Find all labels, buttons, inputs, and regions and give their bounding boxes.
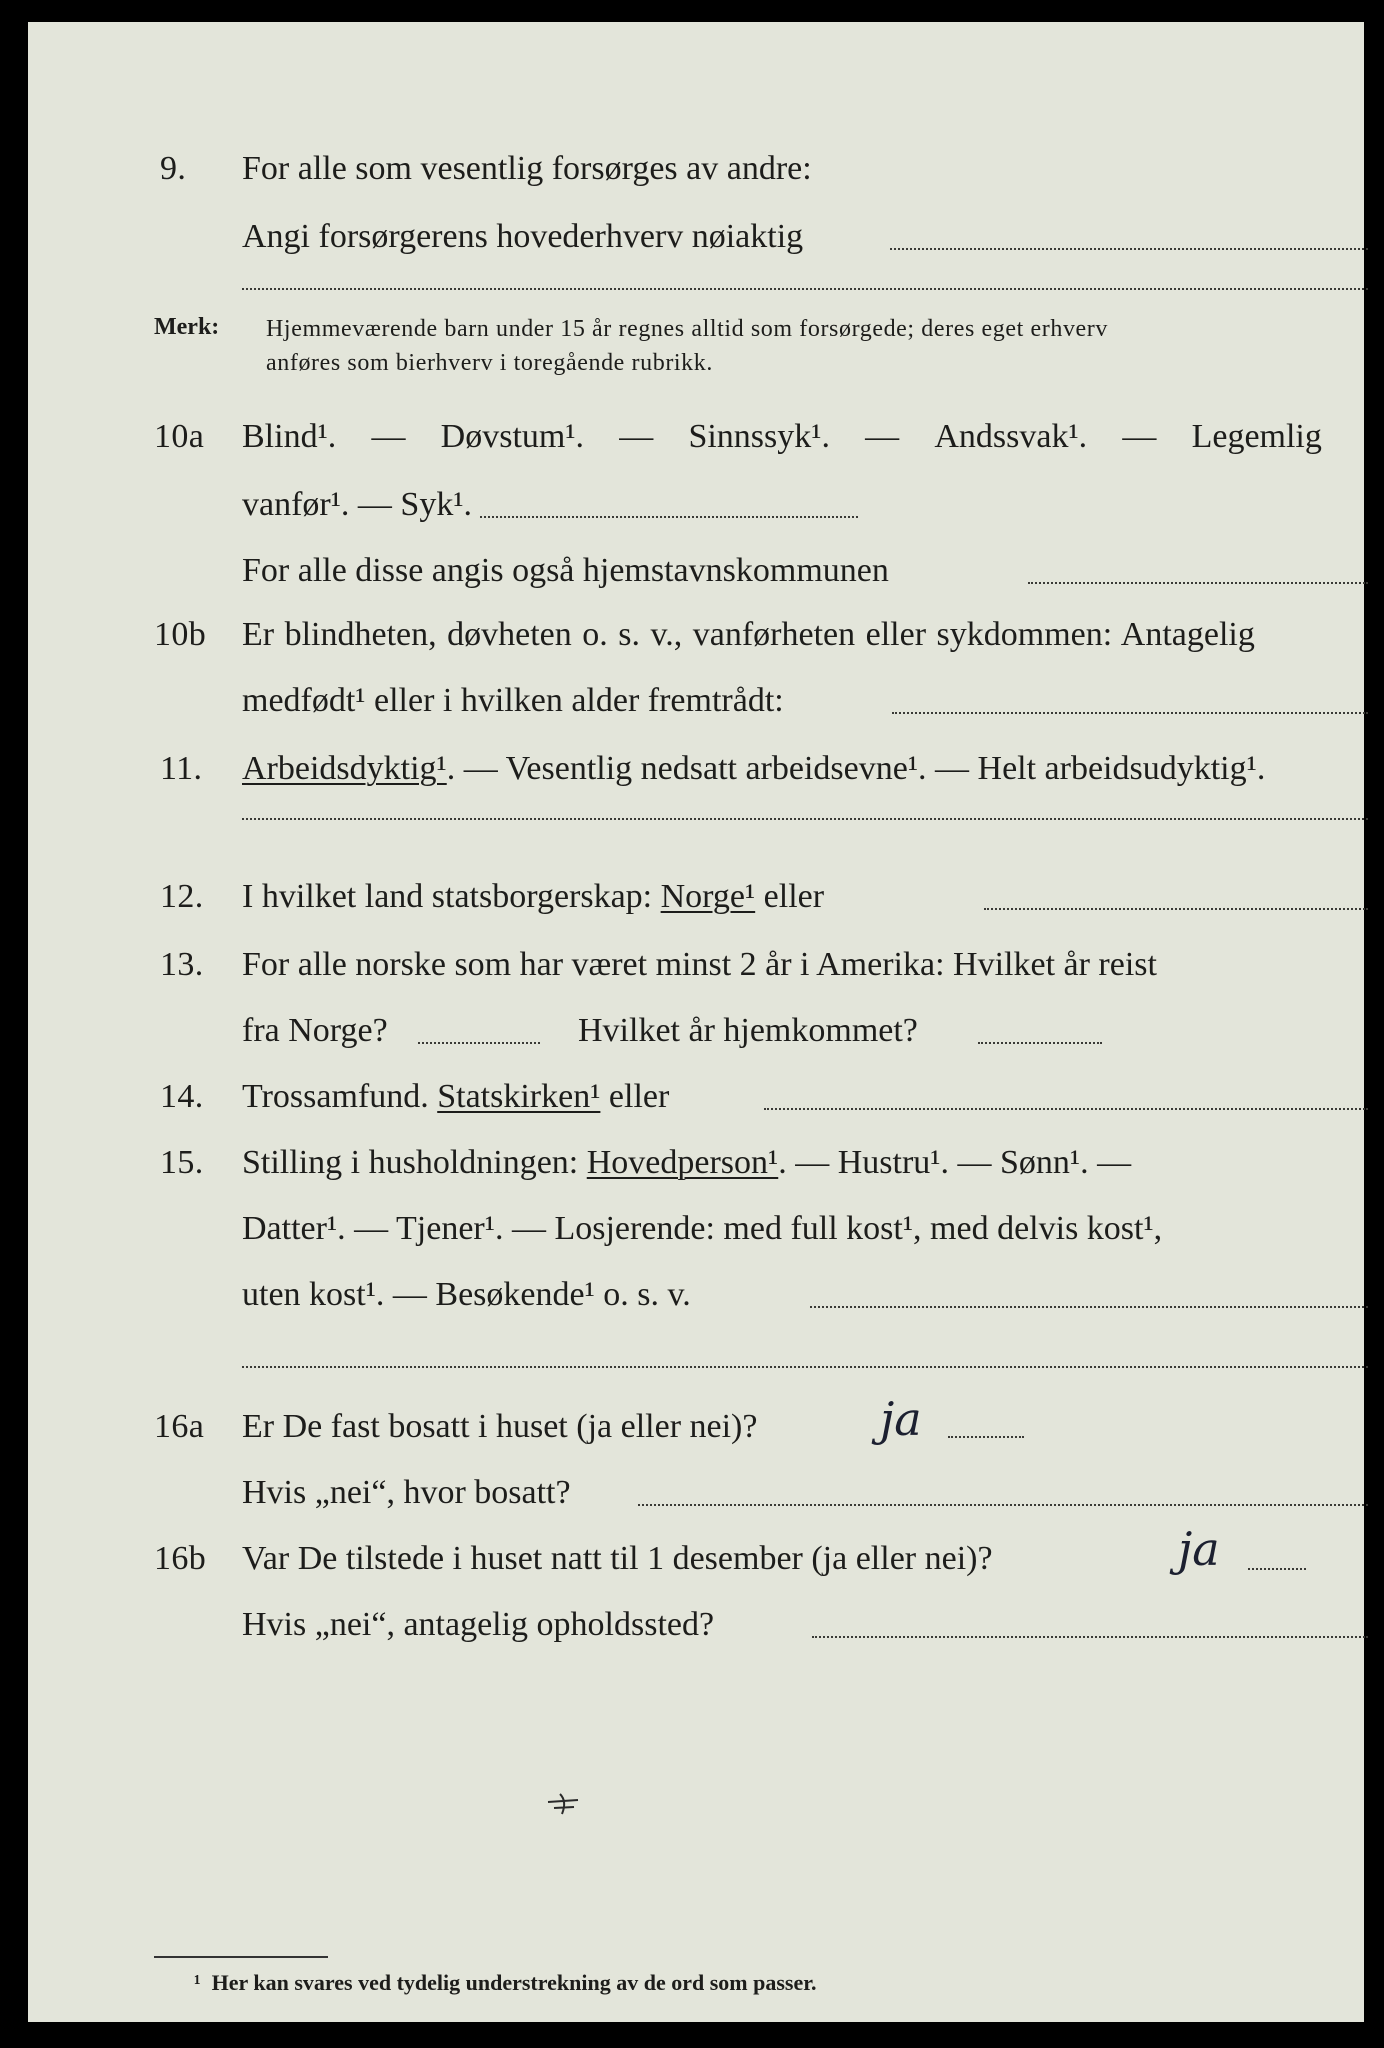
q10a-line2: vanfør¹. — Syk¹.: [242, 486, 473, 523]
q16a-line1: Er De fast bosatt i huset (ja eller nei)?: [242, 1408, 758, 1445]
q10a-line3: For alle disse angis også hjemstavnskommunen: [242, 552, 889, 589]
q10a-dash-2: —: [619, 418, 654, 455]
q10a-dash-1: —: [371, 418, 406, 455]
q10a-answer-line-2: [1028, 582, 1368, 584]
q16b-number: 16b: [154, 1540, 207, 1577]
q13-line1: For alle norske som har været minst 2 år i Amerika: Hvilket år reist: [242, 946, 1157, 983]
merk-label: Merk:: [154, 314, 220, 340]
q16a-line2: Hvis „nei“, hvor bosatt?: [242, 1474, 571, 1511]
q15-post: . — Hustru¹. — Sønn¹. —: [778, 1144, 1132, 1181]
q12-option-norge-underlined: Norge¹: [660, 878, 756, 915]
merk-line2: anføres som bierhverv i toregående rubrikk.: [266, 350, 713, 376]
q15-line2: Datter¹. — Tjener¹. — Losjerende: med full kost¹, med delvis kost¹,: [242, 1210, 1163, 1247]
q9-line2: Angi forsørgerens hovederhverv nøiaktig: [242, 218, 804, 255]
q15-option-hovedperson-underlined: Hovedperson¹: [586, 1144, 779, 1181]
q10a-word-sinnssyk: Sinnssyk¹.: [688, 418, 830, 455]
q11-line: [242, 750, 1265, 788]
footnote: [194, 1970, 816, 1996]
q16b-answer-line: [1248, 1568, 1306, 1570]
q10a-dash-3: —: [865, 418, 900, 455]
q16b-handwritten-answer: ja: [1178, 1522, 1220, 1576]
q11-number: 11.: [160, 750, 203, 787]
ink-mark-icon: [544, 1788, 584, 1818]
q16b-line1: Var De tilstede i huset natt til 1 desember (ja eller nei)?: [242, 1540, 993, 1577]
q13-answer-line-2: [978, 1042, 1102, 1044]
q10a-word-andssvak: Andssvak¹.: [934, 418, 1088, 455]
q16a-followup-line: [638, 1504, 1368, 1506]
q11-extra-line: [242, 818, 1368, 820]
q13-number: 13.: [160, 946, 204, 983]
q10a-word-dovstum: Døvstum¹.: [440, 418, 585, 455]
q9-line1: For alle som vesentlig forsørges av andre:: [242, 150, 812, 187]
footnote-mark: ¹: [194, 1970, 201, 1995]
q10a-word-legemlig: Legemlig: [1191, 418, 1322, 455]
q15-answer-line: [810, 1306, 1368, 1308]
q14-line: [242, 1078, 669, 1116]
q14-number: 14.: [160, 1078, 204, 1115]
q15-line1: [242, 1144, 1131, 1182]
q9-extra-line: [242, 288, 1368, 290]
q12-post: eller: [755, 878, 825, 915]
footnote-rule: [154, 1956, 328, 1958]
q11-option-arbeidsdyktig-underlined: Arbeidsdyktig¹: [242, 750, 447, 787]
q10b-line2: medfødt¹ eller i hvilken alder fremtrådt:: [242, 682, 784, 719]
q9-number: 9.: [160, 150, 187, 187]
q14-post: eller: [600, 1078, 670, 1115]
q11-rest: . — Vesentlig nedsatt arbeidsevne¹. — Helt arbeidsudyktig¹.: [446, 750, 1266, 787]
q16b-followup-line: [812, 1636, 1368, 1638]
q16a-handwritten-answer: ja: [880, 1392, 922, 1446]
q16a-number: 16a: [154, 1408, 205, 1445]
q12-line: [242, 878, 824, 916]
q14-option-statskirken-underlined: Statskirken¹: [437, 1078, 601, 1115]
q10b-number: 10b: [154, 616, 207, 653]
q14-pre: Trossamfund.: [242, 1078, 438, 1115]
q10a-number: 10a: [154, 418, 205, 455]
q10a-line1: [242, 418, 1322, 456]
q16b-line2: Hvis „nei“, antagelig opholdssted?: [242, 1606, 715, 1643]
q10b-answer-line: [892, 712, 1368, 714]
q13-answer-line-1: [418, 1042, 540, 1044]
q10a-word-blind: Blind¹.: [242, 418, 337, 455]
q15-number: 15.: [160, 1144, 204, 1181]
q15-line3: uten kost¹. — Besøkende¹ o. s. v.: [242, 1276, 691, 1313]
census-form-sheet: [28, 22, 1364, 2022]
q14-answer-line: [764, 1108, 1368, 1110]
q12-answer-line: [984, 908, 1368, 910]
merk-line1: Hjemmeværende barn under 15 år regnes alltid som forsørgede; deres eget erhverv: [266, 316, 1109, 342]
q13-line2a: fra Norge?: [242, 1012, 388, 1049]
footnote-text: Her kan svares ved tydelig understrekning av de ord som passer.: [211, 1970, 817, 1995]
q15-extra-line: [242, 1366, 1368, 1368]
q10a-answer-line-1: [480, 516, 858, 518]
q10b-line1: Er blindheten, døvheten o. s. v., vanførheten eller sykdommen: Antagelig: [242, 616, 1255, 653]
q12-number: 12.: [160, 878, 204, 915]
q9-answer-line: [890, 248, 1368, 250]
q10a-dash-4: —: [1122, 418, 1157, 455]
q12-pre: I hvilket land statsborgerskap:: [242, 878, 661, 915]
q13-line2b: Hvilket år hjemkommet?: [578, 1012, 918, 1049]
q16a-answer-line: [948, 1436, 1024, 1438]
q15-pre: Stilling i husholdningen:: [242, 1144, 587, 1181]
